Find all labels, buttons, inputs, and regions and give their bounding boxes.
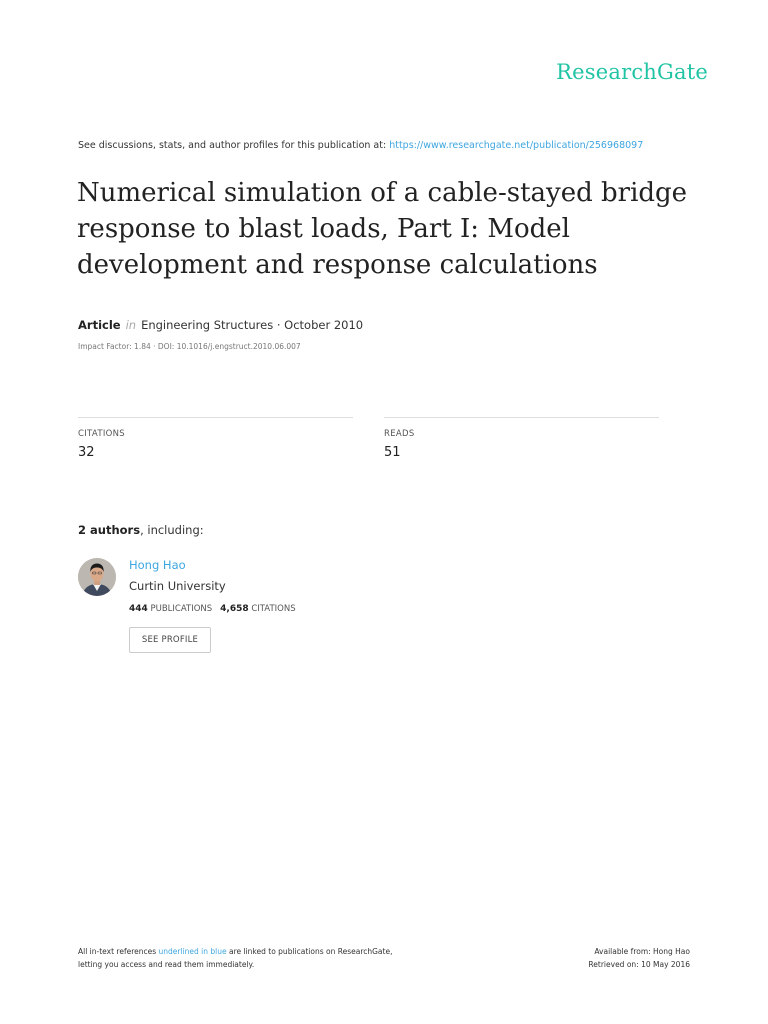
- in-word: in: [125, 318, 137, 332]
- available-from: Available from: Hong Hao: [594, 947, 690, 956]
- retrieved-on: Retrieved on: 10 May 2016: [588, 960, 690, 969]
- author-stats: [129, 604, 296, 614]
- author-name-link[interactable]: Hong Hao: [129, 558, 186, 572]
- author-institution: Curtin University: [129, 579, 226, 593]
- author-avatar[interactable]: [78, 558, 116, 596]
- discussion-notice: [78, 140, 718, 151]
- publication-meta: [78, 318, 363, 332]
- stats-divider-right: [384, 417, 659, 418]
- authors-heading: [78, 523, 204, 537]
- publication-url-link[interactable]: https://www.researchgate.net/publication/256968097: [389, 140, 644, 151]
- reads-value: 51: [384, 445, 401, 460]
- author-publications-label: PUBLICATIONS: [150, 604, 213, 614]
- stats-divider-left: [78, 417, 353, 418]
- see-profile-button[interactable]: SEE PROFILE: [129, 627, 211, 653]
- footer-notice: [78, 945, 438, 971]
- authors-count: 2 authors: [78, 523, 141, 537]
- impact-doi: Impact Factor: 1.84 · DOI: 10.1016/j.engstruct.2010.06.007: [78, 342, 301, 351]
- footer-line2: letting you access and read them immediately.: [78, 960, 255, 969]
- publication-title: Numerical simulation of a cable-stayed bridge response to blast loads, Part I: Model development and response calculations: [77, 178, 688, 280]
- reads-label: READS: [384, 429, 415, 439]
- citations-label: CITATIONS: [78, 429, 125, 439]
- author-citations-count: 4,658: [220, 604, 249, 614]
- researchgate-logo[interactable]: ResearchGate: [556, 60, 708, 84]
- citations-value: 32: [78, 445, 95, 460]
- footer-availability: [588, 945, 690, 971]
- author-citations-label: CITATIONS: [251, 604, 296, 614]
- footer-line1-pre: All in-text references: [78, 947, 159, 956]
- footer-line1-post: are linked to publications on ResearchGate,: [226, 947, 393, 956]
- publication-venue-date: Engineering Structures · October 2010: [141, 318, 364, 332]
- footer-highlight: underlined in blue: [158, 947, 227, 956]
- author-publications-count: 444: [129, 604, 148, 614]
- discussion-notice-text: See discussions, stats, and author profiles for this publication at:: [78, 140, 390, 151]
- authors-including: , including:: [140, 523, 204, 537]
- publication-type: Article: [78, 318, 121, 332]
- avatar-portrait-icon: [78, 558, 116, 596]
